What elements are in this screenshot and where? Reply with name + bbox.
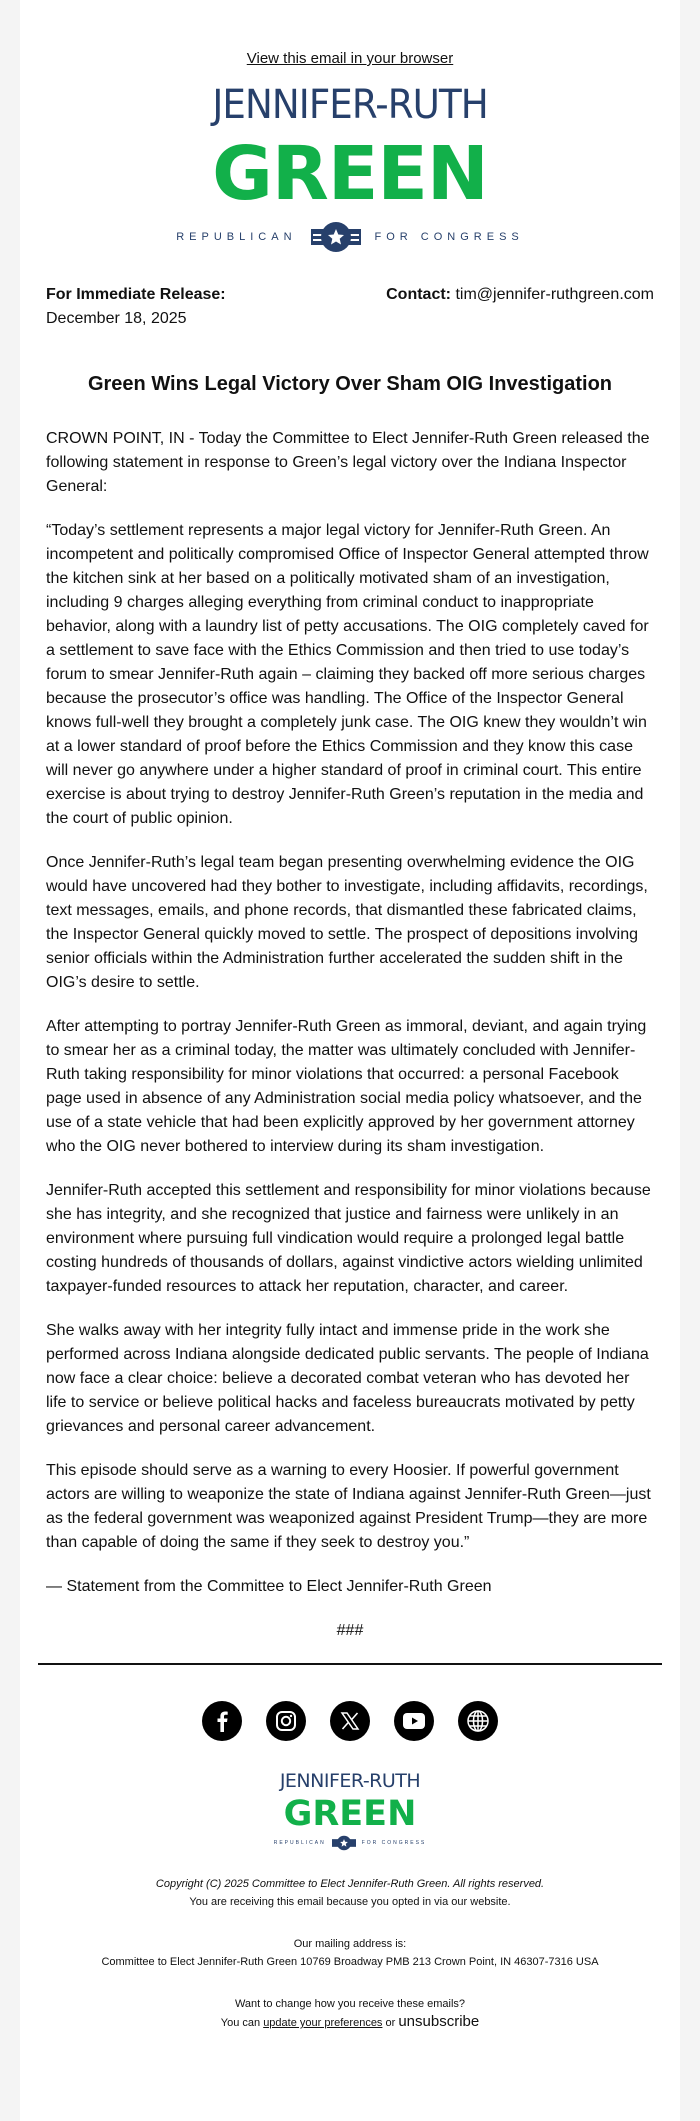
email-body [20,0,680,2121]
star-roundel-icon [311,221,361,253]
logo-republican: REPUBLICAN [176,231,297,243]
youtube-icon[interactable] [394,1701,434,1741]
mailing-address: Committee to Elect Jennifer-Ruth Green 10769 Broadway PMB 213 Crown Point, IN 46307-7316 USA [101,1956,599,1968]
press-release-title: Green Wins Legal Victory Over Sham OIG Investigation [87,373,613,395]
paragraph: CROWN POINT, IN - Today the Committee to Elect Jennifer-Ruth Green released the following statement in response to Green’s legal victory over the Indiana Inspector General: [46,430,650,495]
footer-logo-republican: REPUBLICAN [273,1840,326,1846]
view-in-browser-link[interactable]: View this email in your browser [246,50,454,67]
copyright: Copyright (C) 2025 Committee to Elect Jennifer-Ruth Green. All rights reserved. [155,1878,545,1890]
end-mark: ### [336,1622,364,1639]
opt-in-notice: You are receiving this email because you opted in via our website. [189,1896,511,1908]
paragraph: Once Jennifer-Ruth’s legal team began presenting overwhelming evidence the OIG would have uncovered had they bother to investigate, including affidavits, recordings, text messages, emails, and phone records, that dismantled these fabricated claims, the Inspector General quickly moved to settle. The prospect of depositions involving senior officials within the Administration further accelerated the sudden shift in the OIG’s desire to settle. [46,854,648,991]
release-label: For Immediate Release: [46,286,226,303]
logo-name-line: JENNIFER-RUTH [212,82,488,128]
paragraph: She walks away with her integrity fully intact and immense pride in the work she performed across Indiana alongside dedicated public servants. The people of Indiana now face a clear choice: believe a decorated combat veteran who has devoted her life to service or believe political hacks and faceless bureaucrats motivated by petty grievances and personal career advancement. [46,1322,649,1435]
update-preferences-link[interactable]: update your preferences [263,2017,383,2029]
globe-icon[interactable] [458,1701,498,1741]
footer-logo-name: JENNIFER-RUTH [279,1770,421,1792]
footer-logo-for-congress: FOR CONGRESS [361,1840,427,1846]
footer [20,1875,680,2032]
contact-email: tim@jennifer-ruthgreen.com [455,286,654,303]
paragraph: This episode should serve as a warning to every Hoosier. If powerful government actors are willing to weaponize the state of Indiana against Jennifer-Ruth Green—just as the federal government was weaponized against President Trump—they are more than capable of doing the same if they seek to destroy you.” [46,1462,651,1551]
star-roundel-icon [332,1835,356,1851]
facebook-icon[interactable] [202,1701,242,1741]
footer-logo [20,1769,680,1851]
logo-for-congress: FOR CONGRESS [374,231,524,243]
paragraph: After attempting to portray Jennifer-Ruth Green as immoral, deviant, and again trying to smear her as a criminal today, the matter was ultimately concluded with Jennifer-Ruth taking responsibility for minor violations that occurred: a personal Facebook page used in absence of any Administration social media policy whatsoever, and the use of a state vehicle that had been explicitly approved by her government attorney who the OIG never bothered to interview during its sham investigation. [46,1018,647,1155]
instagram-icon[interactable] [266,1701,306,1741]
paragraph: “Today’s settlement represents a major legal victory for Jennifer-Ruth Green. An incompetent and politically compromised Office of Inspector General attempted throw the kitchen sink at her based on a politically motivated sham of an investigation, including 9 charges alleging everything from criminal conduct to inappropriate behavior, along with a laundry list of petty accusations. The OIG completely caved for a settlement to save face with the Ethics Commission and then tried to use today’s forum to smear Jennifer-Ruth again – claiming they backed off more serious charges because the prosecutor’s office was handling. The Office of the Inspector General knows full-well they brought a completely junk case. The OIG knew they wouldn’t win at a lower standard of proof before the Ethics Commission and they know this case will never go anywhere under a higher standard of proof in criminal court. This entire exercise is about trying to destroy Jennifer-Ruth Green’s reputation in the media and the court of public opinion. [46,522,649,827]
social-links [20,1701,680,1741]
divider [38,1663,662,1665]
unsubscribe-link[interactable]: unsubscribe [398,2013,480,2030]
x-icon[interactable] [330,1701,370,1741]
attribution: — Statement from the Committee to Elect Jennifer-Ruth Green [46,1578,492,1595]
or-text: or [382,2017,399,2029]
campaign-logo [20,81,680,253]
change-prefs-prompt: Want to change how you receive these emails? [234,1998,466,2010]
you-can-text: You can [220,2017,264,2029]
footer-logo-surname: GREEN [283,1794,417,1834]
release-info [46,283,654,331]
mailing-label: Our mailing address is: [293,1938,407,1950]
release-date: December 18, 2025 [46,310,187,327]
contact-label: Contact: [386,286,451,303]
paragraph: Jennifer-Ruth accepted this settlement and responsibility for minor violations because she has integrity, and she recognized that justice and fairness were unlikely in an environment where pursuing full vindication would require a prolonged legal battle costing hundreds of thousands of dollars, against vindictive actors wielding unlimited taxpayer-funded resources to attack her reputation, character, and career. [46,1182,651,1295]
logo-surname: GREEN [212,131,488,217]
